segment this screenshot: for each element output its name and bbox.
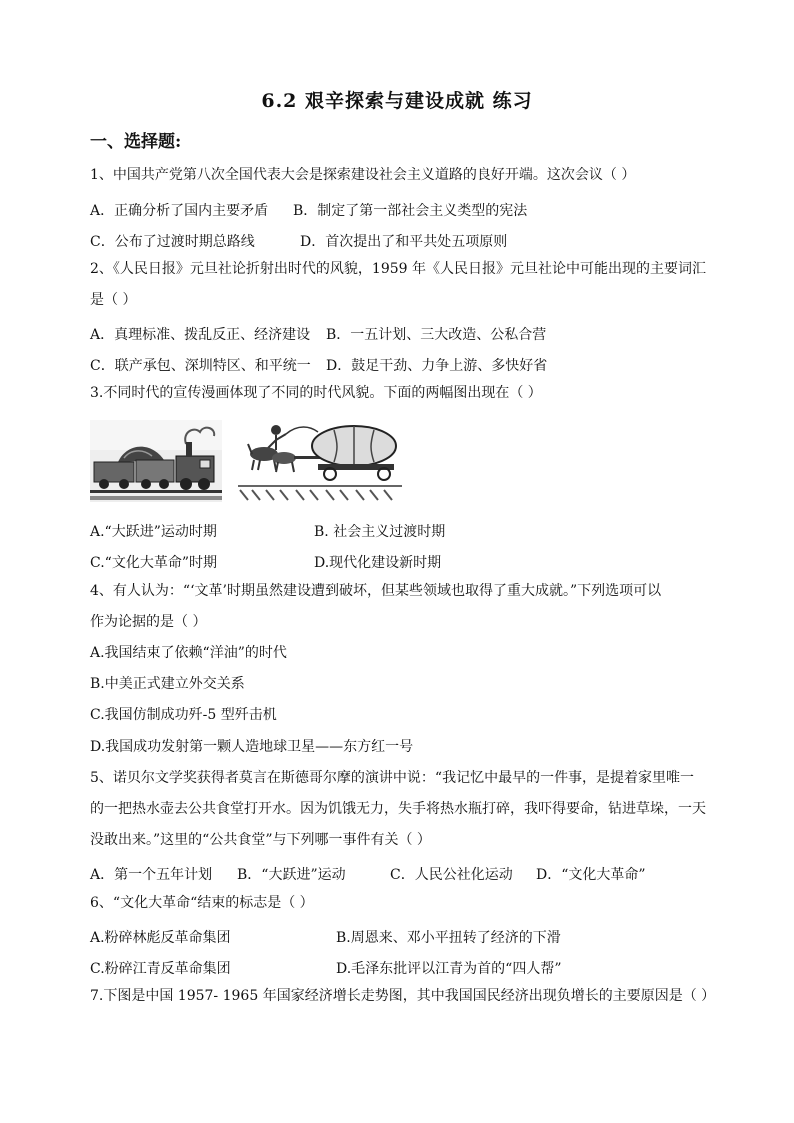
question-5-option-d[interactable]: D．“文化大革命” bbox=[536, 867, 646, 883]
cartoon-train-image bbox=[90, 420, 222, 502]
question-6-option-b[interactable]: B.周恩来、邓小平扭转了经济的下滑 bbox=[336, 930, 561, 946]
question-1-option-b[interactable]: B．制定了第一部社会主义类型的宪法 bbox=[293, 203, 528, 219]
question-6-option-d[interactable]: D.毛泽东批评以江青为首的“四人帮” bbox=[336, 961, 562, 977]
page-title: 6.2 艰辛探索与建设成就 练习 bbox=[261, 90, 533, 112]
question-5-option-a[interactable]: A．第一个五年计划 bbox=[90, 867, 213, 883]
question-4-stem-line-1: 4、有人认为：“‘文革’时期虽然建设遭到破坏，但某些领域也取得了重大成就。”下列选项可以 bbox=[90, 583, 662, 599]
question-6-option-a[interactable]: A.粉碎林彪反革命集团 bbox=[90, 930, 231, 946]
question-3-option-c[interactable]: C.“文化大革命”时期 bbox=[90, 555, 217, 571]
question-4-option-b[interactable]: B.中美正式建立外交关系 bbox=[90, 676, 245, 692]
question-3-options-row-1 bbox=[90, 521, 710, 540]
question-6-options-row-2 bbox=[90, 958, 710, 977]
section-heading: 一、选择题: bbox=[90, 132, 182, 152]
question-2-option-a[interactable]: A．真理标准、拨乱反正、经济建设 bbox=[90, 327, 311, 343]
question-1-option-a[interactable]: A．正确分析了国内主要矛盾 bbox=[90, 203, 269, 219]
question-5-stem-line-2: 的一把热水壶去公共食堂打开水。因为饥饿无力，失手将热水瓶打碎，我吓得要命，钻进草垛，一天 bbox=[90, 801, 706, 817]
question-1-option-c[interactable]: C．公布了过渡时期总路线 bbox=[90, 234, 255, 250]
question-7-stem: 7.下图是中国 1957- 1965 年国家经济增长走势图，其中我国国民经济出现负增长的主要原因是（ ） bbox=[90, 988, 716, 1004]
cartoon-cart-image bbox=[238, 420, 402, 502]
question-2-option-c[interactable]: C．联产承包、深圳特区、和平统一 bbox=[90, 358, 311, 374]
question-5-stem-line-3: 没敢出来。”这里的“公共食堂”与下列哪一事件有关（ ） bbox=[90, 832, 431, 848]
question-4-stem-line-2: 作为论据的是（ ） bbox=[90, 614, 207, 630]
question-1-stem: 1、中国共产党第八次全国代表大会是探索建设社会主义道路的良好开端。这次会议（ ） bbox=[90, 167, 636, 183]
question-1-options-row-2 bbox=[90, 231, 710, 250]
question-2-stem-line-2: 是（ ） bbox=[90, 292, 137, 308]
question-3-stem: 3.不同时代的宣传漫画体现了不同的时代风貌。下面的两幅图出现在（ ） bbox=[90, 385, 542, 401]
question-2-option-b[interactable]: B．一五计划、三大改造、公私合营 bbox=[326, 327, 547, 343]
question-5-option-c[interactable]: C．人民公社化运动 bbox=[390, 867, 513, 883]
question-4-option-c[interactable]: C.我国仿制成功歼-5 型歼击机 bbox=[90, 707, 277, 723]
question-3-options-row-2 bbox=[90, 552, 710, 571]
question-6-options-row-1 bbox=[90, 927, 710, 946]
question-5-option-b[interactable]: B．“大跃进”运动 bbox=[237, 867, 346, 883]
question-2-options-row-1 bbox=[90, 324, 710, 343]
question-1-options-row-1 bbox=[90, 200, 710, 219]
question-3-option-d[interactable]: D.现代化建设新时期 bbox=[314, 555, 442, 571]
question-5-stem-line-1: 5、诺贝尔文学奖获得者莫言在斯德哥尔摩的演讲中说：“我记忆中最早的一件事，是提着家里唯一 bbox=[90, 770, 695, 786]
question-1-option-d[interactable]: D．首次提出了和平共处五项原则 bbox=[300, 234, 508, 250]
question-2-stem-line-1: 2、《人民日报》元旦社论折射出时代的风貌，1959 年《人民日报》元旦社论中可能出现的主要词汇 bbox=[90, 261, 706, 277]
question-2-options-row-2 bbox=[90, 355, 710, 374]
question-3-option-a[interactable]: A.“大跃进”运动时期 bbox=[90, 524, 217, 540]
question-4-option-a[interactable]: A.我国结束了依赖“洋油”的时代 bbox=[90, 645, 287, 661]
question-6-option-c[interactable]: C.粉碎江青反革命集团 bbox=[90, 961, 231, 977]
question-2-option-d[interactable]: D．鼓足干劲、力争上游、多快好省 bbox=[326, 358, 548, 374]
question-4-option-d[interactable]: D.我国成功发射第一颗人造地球卫星——东方红一号 bbox=[90, 739, 414, 755]
question-6-stem: 6、“文化大革命“结束的标志是（ ） bbox=[90, 895, 314, 911]
question-5-options-row bbox=[90, 864, 710, 883]
question-3-option-b[interactable]: B. 社会主义过渡时期 bbox=[314, 524, 446, 540]
